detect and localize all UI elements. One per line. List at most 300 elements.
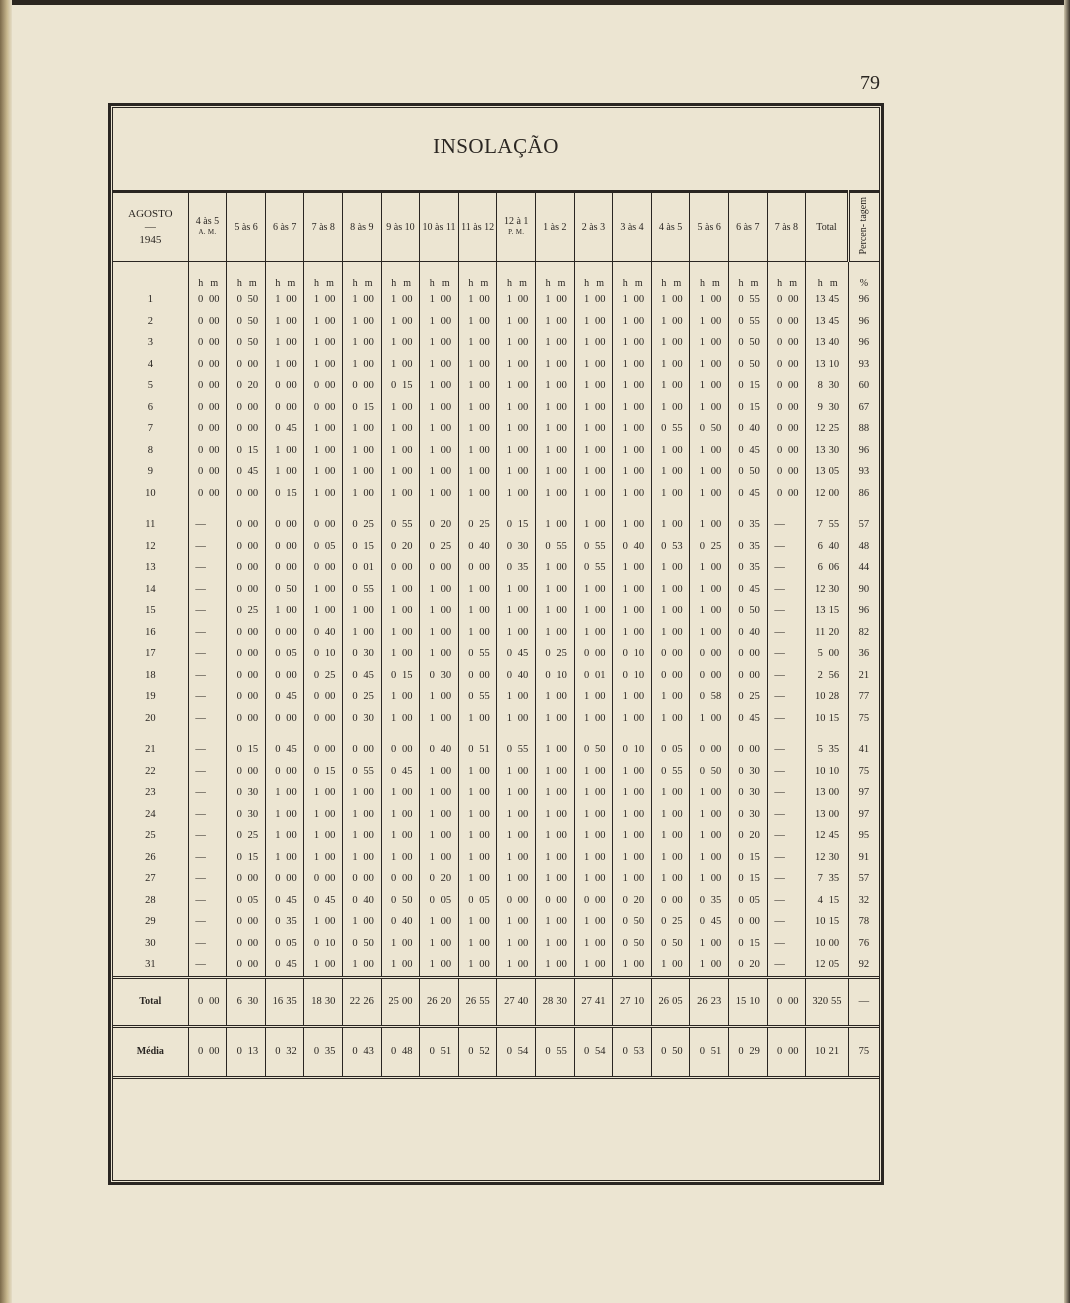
minutes-value: 15 xyxy=(828,894,840,906)
time-cell xyxy=(420,890,459,912)
time-cell xyxy=(420,1026,459,1077)
time-cell xyxy=(651,804,690,826)
hours-value: 1 xyxy=(583,787,590,799)
minutes-value: 50 xyxy=(633,937,645,949)
day-cell: 31 xyxy=(145,959,156,971)
time-cell xyxy=(767,600,806,622)
hours-value: 1 xyxy=(506,583,513,595)
media-label: Média xyxy=(113,1026,188,1077)
hours-value: 0 xyxy=(275,401,281,413)
hours-value: 13 xyxy=(814,605,826,617)
minutes-value: 00 xyxy=(402,337,413,349)
media-row xyxy=(113,1026,879,1077)
percent-cell: 93 xyxy=(848,461,879,483)
minutes-value: 00 xyxy=(556,959,567,971)
time-cell xyxy=(497,536,536,558)
hours-value: 27 xyxy=(619,996,631,1007)
time-cell xyxy=(767,954,806,977)
minutes-value: 35 xyxy=(710,894,722,906)
time-cell xyxy=(265,890,304,912)
hours-value: 28 xyxy=(542,996,554,1007)
hours-value: 0 xyxy=(583,648,590,660)
minutes-value: 00 xyxy=(517,605,529,617)
percent-cell: 67 xyxy=(848,397,879,419)
hours-value: 0 xyxy=(391,1046,397,1057)
hours-value: 0 xyxy=(506,562,513,574)
hours-value: 1 xyxy=(352,851,358,863)
minutes-value: 50 xyxy=(710,765,722,777)
hours-value: 1 xyxy=(583,873,590,885)
time-cell xyxy=(536,954,575,977)
month-dash: — xyxy=(144,220,156,233)
time-cell xyxy=(767,461,806,483)
day-cell: 27 xyxy=(145,873,156,885)
time-cell xyxy=(574,761,613,783)
time-cell xyxy=(227,461,266,483)
minutes-value: 05 xyxy=(324,540,336,552)
minutes-value: 00 xyxy=(710,873,722,885)
hours-value: 1 xyxy=(468,959,474,971)
hours-value: 0 xyxy=(198,996,204,1007)
unit-cell xyxy=(304,262,343,290)
minutes-value: 00 xyxy=(517,294,529,306)
time-cell xyxy=(728,504,767,536)
column-header xyxy=(497,192,536,262)
hours-value: 1 xyxy=(275,444,281,456)
year-label: 1945 xyxy=(139,233,162,246)
time-cell xyxy=(806,461,849,483)
hours-value: 0 xyxy=(738,937,744,949)
minutes-value: 00 xyxy=(672,562,683,574)
hours-value: 1 xyxy=(622,358,628,370)
time-cell xyxy=(265,977,304,1026)
minutes-value: 00 xyxy=(324,562,336,574)
percent-cell: 92 xyxy=(848,954,879,977)
time-cell xyxy=(265,1026,304,1077)
hours-value: 0 xyxy=(583,1046,590,1057)
hours-value: 0 xyxy=(236,765,242,777)
hours-value: 1 xyxy=(506,358,513,370)
hours-value: 0 xyxy=(236,808,242,820)
minutes-value: 00 xyxy=(324,851,336,863)
minutes-value: 00 xyxy=(440,294,452,306)
time-cell xyxy=(227,911,266,933)
time-cell xyxy=(343,418,382,440)
minutes-value: 50 xyxy=(247,337,259,349)
minutes-value: 50 xyxy=(749,337,760,349)
time-cell xyxy=(728,1026,767,1077)
column-header xyxy=(265,192,304,262)
minutes-value: 00 xyxy=(479,315,490,327)
minutes-value: 15 xyxy=(828,916,840,928)
hours-value: 13 xyxy=(814,808,826,820)
hours-value: 1 xyxy=(583,315,590,327)
time-cell xyxy=(767,579,806,601)
column-header xyxy=(574,192,613,262)
minutes-value: 55 xyxy=(749,294,760,306)
time-cell xyxy=(265,600,304,622)
hours-value: 5 xyxy=(817,744,823,756)
hours-value: 0 xyxy=(776,315,783,327)
time-cell xyxy=(574,440,613,462)
hours-value: 0 xyxy=(429,873,435,885)
hours-value: — xyxy=(774,959,785,971)
time-cell xyxy=(767,311,806,333)
unit-minutes: m xyxy=(750,278,759,289)
hours-value: 1 xyxy=(429,626,435,638)
hours-value: 1 xyxy=(545,466,551,478)
minutes-value: 00 xyxy=(828,487,840,499)
time-cell xyxy=(265,461,304,483)
time-cell xyxy=(343,579,382,601)
minutes-value: 00 xyxy=(402,744,413,756)
hours-value: 0 xyxy=(198,401,204,413)
hours-value: 0 xyxy=(198,358,204,370)
hours-value: 1 xyxy=(699,466,705,478)
minutes-value: 35 xyxy=(749,519,760,531)
time-cell xyxy=(343,782,382,804)
time-cell xyxy=(613,782,652,804)
hours-value: 1 xyxy=(545,294,551,306)
hours-value: 0 xyxy=(391,873,397,885)
hours-value: — xyxy=(195,605,206,617)
minutes-value: 00 xyxy=(672,583,683,595)
minutes-value: 00 xyxy=(517,691,529,703)
minutes-value: 23 xyxy=(710,996,722,1007)
hours-value: 1 xyxy=(545,423,551,435)
time-cell xyxy=(304,418,343,440)
hours-value: 0 xyxy=(468,562,474,574)
minutes-value: 00 xyxy=(633,466,645,478)
minutes-value: 51 xyxy=(440,1046,452,1057)
time-cell xyxy=(536,461,575,483)
time-cell xyxy=(806,600,849,622)
hours-value: 6 xyxy=(817,540,823,552)
time-cell xyxy=(458,954,497,977)
time-cell xyxy=(381,1026,420,1077)
time-cell xyxy=(420,557,459,579)
time-cell xyxy=(651,418,690,440)
hours-value: 0 xyxy=(236,487,242,499)
minutes-value: 35 xyxy=(828,873,840,885)
hours-value: 1 xyxy=(352,423,358,435)
time-cell xyxy=(458,557,497,579)
minutes-value: 00 xyxy=(556,583,567,595)
unit-minutes: m xyxy=(519,278,527,289)
hours-value: 1 xyxy=(391,466,397,478)
hours-value: 1 xyxy=(622,851,628,863)
time-cell xyxy=(574,483,613,505)
minutes-value: 00 xyxy=(594,830,606,842)
hours-value: 0 xyxy=(313,744,320,756)
time-cell xyxy=(265,311,304,333)
time-cell xyxy=(304,977,343,1026)
minutes-value: 00 xyxy=(286,712,297,724)
hours-value: 1 xyxy=(622,337,628,349)
hours-value: 0 xyxy=(699,894,705,906)
hours-value: 1 xyxy=(545,444,551,456)
hours-value: 1 xyxy=(429,830,435,842)
hours-value: 1 xyxy=(468,380,474,392)
minutes-value: 00 xyxy=(440,337,452,349)
time-cell xyxy=(728,847,767,869)
time-cell xyxy=(420,332,459,354)
hours-value: 1 xyxy=(661,583,667,595)
minutes-value: 45 xyxy=(402,765,413,777)
time-cell xyxy=(767,977,806,1026)
time-cell xyxy=(381,729,420,761)
minutes-value: 00 xyxy=(247,562,259,574)
minutes-value: 00 xyxy=(209,487,220,499)
minutes-value: 00 xyxy=(633,787,645,799)
time-cell xyxy=(304,1026,343,1077)
hours-value: — xyxy=(195,873,206,885)
hours-value: 0 xyxy=(352,562,358,574)
hours-value: 0 xyxy=(661,1046,667,1057)
hours-value: 0 xyxy=(738,487,744,499)
minutes-value: 00 xyxy=(479,851,490,863)
hours-value: 1 xyxy=(468,787,474,799)
hours-value: 13 xyxy=(814,315,826,327)
hours-value: 1 xyxy=(429,294,435,306)
time-cell xyxy=(227,954,266,977)
minutes-value: 05 xyxy=(672,744,683,756)
minutes-value: 55 xyxy=(830,996,842,1007)
minutes-value: 00 xyxy=(440,691,452,703)
time-cell xyxy=(497,708,536,730)
hours-value: 0 xyxy=(699,744,705,756)
time-cell xyxy=(265,804,304,826)
minutes-value: 05 xyxy=(440,894,452,906)
minutes-value: 00 xyxy=(517,765,529,777)
hours-value: 1 xyxy=(506,605,513,617)
time-cell xyxy=(304,847,343,869)
units-stub xyxy=(113,262,188,290)
minutes-value: 58 xyxy=(710,691,722,703)
time-cell xyxy=(227,890,266,912)
minutes-value: 50 xyxy=(710,423,722,435)
time-cell xyxy=(188,600,227,622)
minutes-value: 00 xyxy=(402,937,413,949)
hours-value: 0 xyxy=(236,691,242,703)
unit-cell xyxy=(574,262,613,290)
hours-value: 1 xyxy=(583,444,590,456)
time-cell xyxy=(613,977,652,1026)
time-cell xyxy=(613,686,652,708)
minutes-value: 00 xyxy=(363,380,374,392)
time-cell xyxy=(613,557,652,579)
time-cell xyxy=(265,375,304,397)
time-cell xyxy=(227,622,266,644)
time-cell xyxy=(458,483,497,505)
time-cell xyxy=(458,933,497,955)
time-cell xyxy=(690,536,729,558)
time-cell xyxy=(265,536,304,558)
hours-value: 0 xyxy=(313,712,320,724)
minutes-value: 00 xyxy=(247,691,259,703)
hours-value: 0 xyxy=(236,648,242,660)
minutes-value: 00 xyxy=(247,401,259,413)
minutes-value: 00 xyxy=(672,605,683,617)
hours-value: 0 xyxy=(275,519,281,531)
time-cell xyxy=(265,665,304,687)
hours-value: 1 xyxy=(583,294,590,306)
hours-value: 0 xyxy=(352,669,358,681)
minutes-value: 00 xyxy=(787,1046,799,1057)
time-cell xyxy=(767,911,806,933)
hours-value: 1 xyxy=(545,583,551,595)
hours-value: 1 xyxy=(468,937,474,949)
hours-value: 1 xyxy=(661,808,667,820)
time-cell xyxy=(651,483,690,505)
minutes-value: 00 xyxy=(402,808,413,820)
unit-hours: h xyxy=(352,278,358,289)
hours-value: 1 xyxy=(313,487,320,499)
time-cell xyxy=(767,868,806,890)
time-cell xyxy=(304,536,343,558)
hours-value: 0 xyxy=(738,401,744,413)
hours-value: 1 xyxy=(506,937,513,949)
hours-value: 0 xyxy=(352,648,358,660)
minutes-value: 00 xyxy=(594,294,606,306)
time-cell xyxy=(651,579,690,601)
minutes-value: 00 xyxy=(324,401,336,413)
table-row xyxy=(113,418,879,440)
hours-value: 1 xyxy=(352,337,358,349)
time-cell xyxy=(227,289,266,311)
time-cell xyxy=(381,825,420,847)
minutes-value: 00 xyxy=(633,626,645,638)
hours-value: 1 xyxy=(699,315,705,327)
minutes-value: 10 xyxy=(556,669,567,681)
hours-value: 0 xyxy=(622,744,628,756)
hours-value: 320 xyxy=(812,996,829,1007)
table-row xyxy=(113,825,879,847)
hours-value: — xyxy=(774,562,785,574)
hours-value: 1 xyxy=(352,466,358,478)
time-cell xyxy=(613,825,652,847)
minutes-value: 00 xyxy=(787,315,799,327)
time-cell xyxy=(188,418,227,440)
hours-value: 1 xyxy=(545,358,551,370)
minutes-value: 00 xyxy=(479,444,490,456)
time-cell xyxy=(651,643,690,665)
hours-value: 1 xyxy=(391,337,397,349)
time-cell xyxy=(806,665,849,687)
time-cell xyxy=(458,461,497,483)
minutes-value: 55 xyxy=(479,648,490,660)
hours-value: 1 xyxy=(275,315,281,327)
day-cell: 28 xyxy=(145,894,156,906)
time-cell xyxy=(690,643,729,665)
minutes-value: 00 xyxy=(247,916,259,928)
minutes-value: 00 xyxy=(710,787,722,799)
unit-hours: h xyxy=(817,278,823,289)
unit-hours: h xyxy=(661,278,667,289)
time-cell xyxy=(458,643,497,665)
minutes-value: 50 xyxy=(749,605,760,617)
time-cell xyxy=(767,890,806,912)
time-cell xyxy=(265,729,304,761)
minutes-value: 00 xyxy=(363,423,374,435)
hours-value: 1 xyxy=(699,605,705,617)
time-cell xyxy=(613,622,652,644)
minutes-value: 00 xyxy=(672,519,683,531)
time-cell xyxy=(497,557,536,579)
minutes-value: 00 xyxy=(710,744,722,756)
hours-value: 1 xyxy=(506,851,513,863)
minutes-value: 45 xyxy=(749,487,760,499)
minutes-value: 00 xyxy=(402,787,413,799)
minutes-value: 00 xyxy=(556,916,567,928)
hours-value: 0 xyxy=(236,959,242,971)
hours-value: 0 xyxy=(738,851,744,863)
time-cell xyxy=(767,729,806,761)
hours-value: 1 xyxy=(545,380,551,392)
minutes-value: 00 xyxy=(479,959,490,971)
minutes-value: 55 xyxy=(594,540,606,552)
minutes-value: 00 xyxy=(402,873,413,885)
unit-cell xyxy=(343,262,382,290)
hours-value: 1 xyxy=(352,808,358,820)
minutes-value: 00 xyxy=(324,519,336,531)
hours-value: 0 xyxy=(622,1046,628,1057)
time-cell xyxy=(381,579,420,601)
minutes-value: 00 xyxy=(710,466,722,478)
minutes-value: 00 xyxy=(710,648,722,660)
hours-value: 1 xyxy=(313,787,320,799)
minutes-value: 00 xyxy=(556,466,567,478)
minutes-value: 00 xyxy=(672,626,683,638)
time-cell xyxy=(728,782,767,804)
time-cell xyxy=(651,600,690,622)
hours-value: 1 xyxy=(429,765,435,777)
hours-value: 0 xyxy=(236,444,242,456)
day-cell: 2 xyxy=(147,315,153,327)
time-cell xyxy=(651,761,690,783)
minutes-value: 00 xyxy=(363,358,374,370)
unit-minutes: m xyxy=(829,278,838,289)
hours-value: 1 xyxy=(545,626,551,638)
hours-value: 1 xyxy=(545,765,551,777)
column-header xyxy=(651,192,690,262)
minutes-value: 55 xyxy=(672,423,683,435)
minutes-value: 00 xyxy=(710,315,722,327)
time-cell xyxy=(458,665,497,687)
time-cell xyxy=(265,354,304,376)
minutes-value: 00 xyxy=(556,894,567,906)
hours-value: 1 xyxy=(429,648,435,660)
time-cell xyxy=(536,600,575,622)
time-cell xyxy=(806,440,849,462)
hours-value: 1 xyxy=(468,315,474,327)
time-cell xyxy=(497,440,536,462)
time-cell xyxy=(536,868,575,890)
time-cell xyxy=(188,1026,227,1077)
minutes-value: 00 xyxy=(440,787,452,799)
minutes-value: 55 xyxy=(363,765,374,777)
day-cell: 10 xyxy=(145,487,156,499)
hours-value: 0 xyxy=(506,744,513,756)
minutes-value: 00 xyxy=(517,894,529,906)
column-header-sublabel: A. M. xyxy=(198,228,217,236)
hours-value: 1 xyxy=(699,830,705,842)
time-cell xyxy=(497,354,536,376)
time-cell xyxy=(651,708,690,730)
time-cell xyxy=(188,729,227,761)
hours-value: 0 xyxy=(776,487,783,499)
minutes-value: 00 xyxy=(209,1046,220,1057)
